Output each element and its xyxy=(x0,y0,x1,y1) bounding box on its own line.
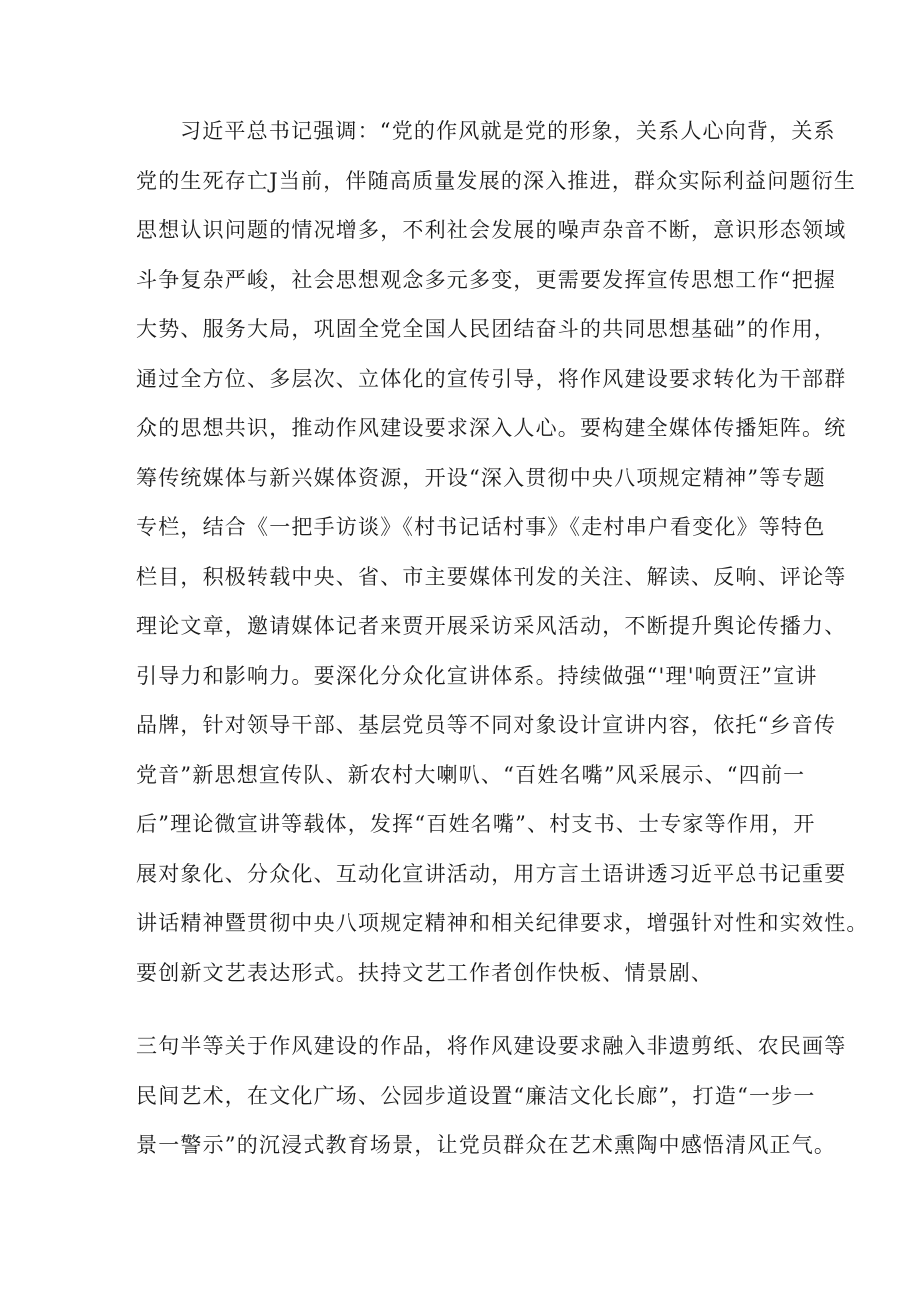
text-line: 习近平总书记强调：“党的作风就是党的形象，关系人心向背，关系 xyxy=(180,119,836,143)
text-line: 要创新文艺表达形式。扶持文艺工作者创作快板、情景剧、 xyxy=(136,961,714,985)
text-line: 景一警示”的沉浸式教育场景，让党员群众在艺术熏陶中感悟清风正气。 xyxy=(136,1133,837,1157)
text-line: 三句半等关于作风建设的作品，将作风建设要求融入非遗剪纸、农民画等 xyxy=(136,1034,847,1058)
text-line: 众的思想共识，推动作风建设要求深入人心。要构建全媒体传播矩阵。统 xyxy=(136,416,847,440)
text-line: 栏目，积极转载中央、省、市主要媒体刊发的关注、解读、反响、评论等 xyxy=(136,565,847,589)
text-line: 专栏，结合《一把手访谈》《村书记话村事》《走村串户看变化》等特色 xyxy=(136,515,826,539)
text-line: 党的生死存亡J当前，伴随高质量发展的深入推进，群众实际利益问题衍生 xyxy=(136,169,857,193)
text-line: 讲话精神暨贯彻中央八项规定精神和相关纪律要求，增强针对性和实效性。 xyxy=(136,911,869,935)
text-line: 民间艺术，在文化广场、公园步道设置“廉洁文化长廊”，打造“一步一 xyxy=(136,1084,816,1108)
text-line: 展对象化、分众化、互动化宣讲活动，用方言土语讲透习近平总书记重要 xyxy=(136,862,847,886)
text-line: 筹传统媒体与新兴媒体资源，开设“深入贯彻中央八项规定精神”等专题 xyxy=(136,466,826,490)
text-line: 通过全方位、多层次、立体化的宣传引导，将作风建设要求转化为干部群 xyxy=(136,367,847,391)
text-line: 理论文章，邀请媒体记者来贾开展采访采风活动，不断提升舆论传播力、 xyxy=(136,614,847,638)
text-line: 大势、服务大局，巩固全党全国人民团结奋斗的共同思想基础”的作用， xyxy=(136,317,837,341)
text-line: 后”理论微宣讲等载体，发挥“百姓名嘴”、村支书、士专家等作用，开 xyxy=(136,812,816,836)
text-line: 斗争复杂严峻，社会思想观念多元多变，更需要发挥宣传思想工作“把握 xyxy=(136,268,837,292)
text-line: 党音”新思想宣传队、新农村大喇叭、“百姓名嘴”风采展示、“四前一 xyxy=(136,763,806,787)
text-line: 思想认识问题的情况增多，不利社会发展的噪声杂音不断，意识形态领域 xyxy=(136,218,847,242)
text-line: 引导力和影响力。要深化分众化宣讲体系。持续做强“'理'响贾汪”宣讲 xyxy=(136,664,818,688)
text-line: 品牌，针对领导干部、基层党员等不同对象设计宣讲内容，依托“乡音传 xyxy=(136,713,837,737)
